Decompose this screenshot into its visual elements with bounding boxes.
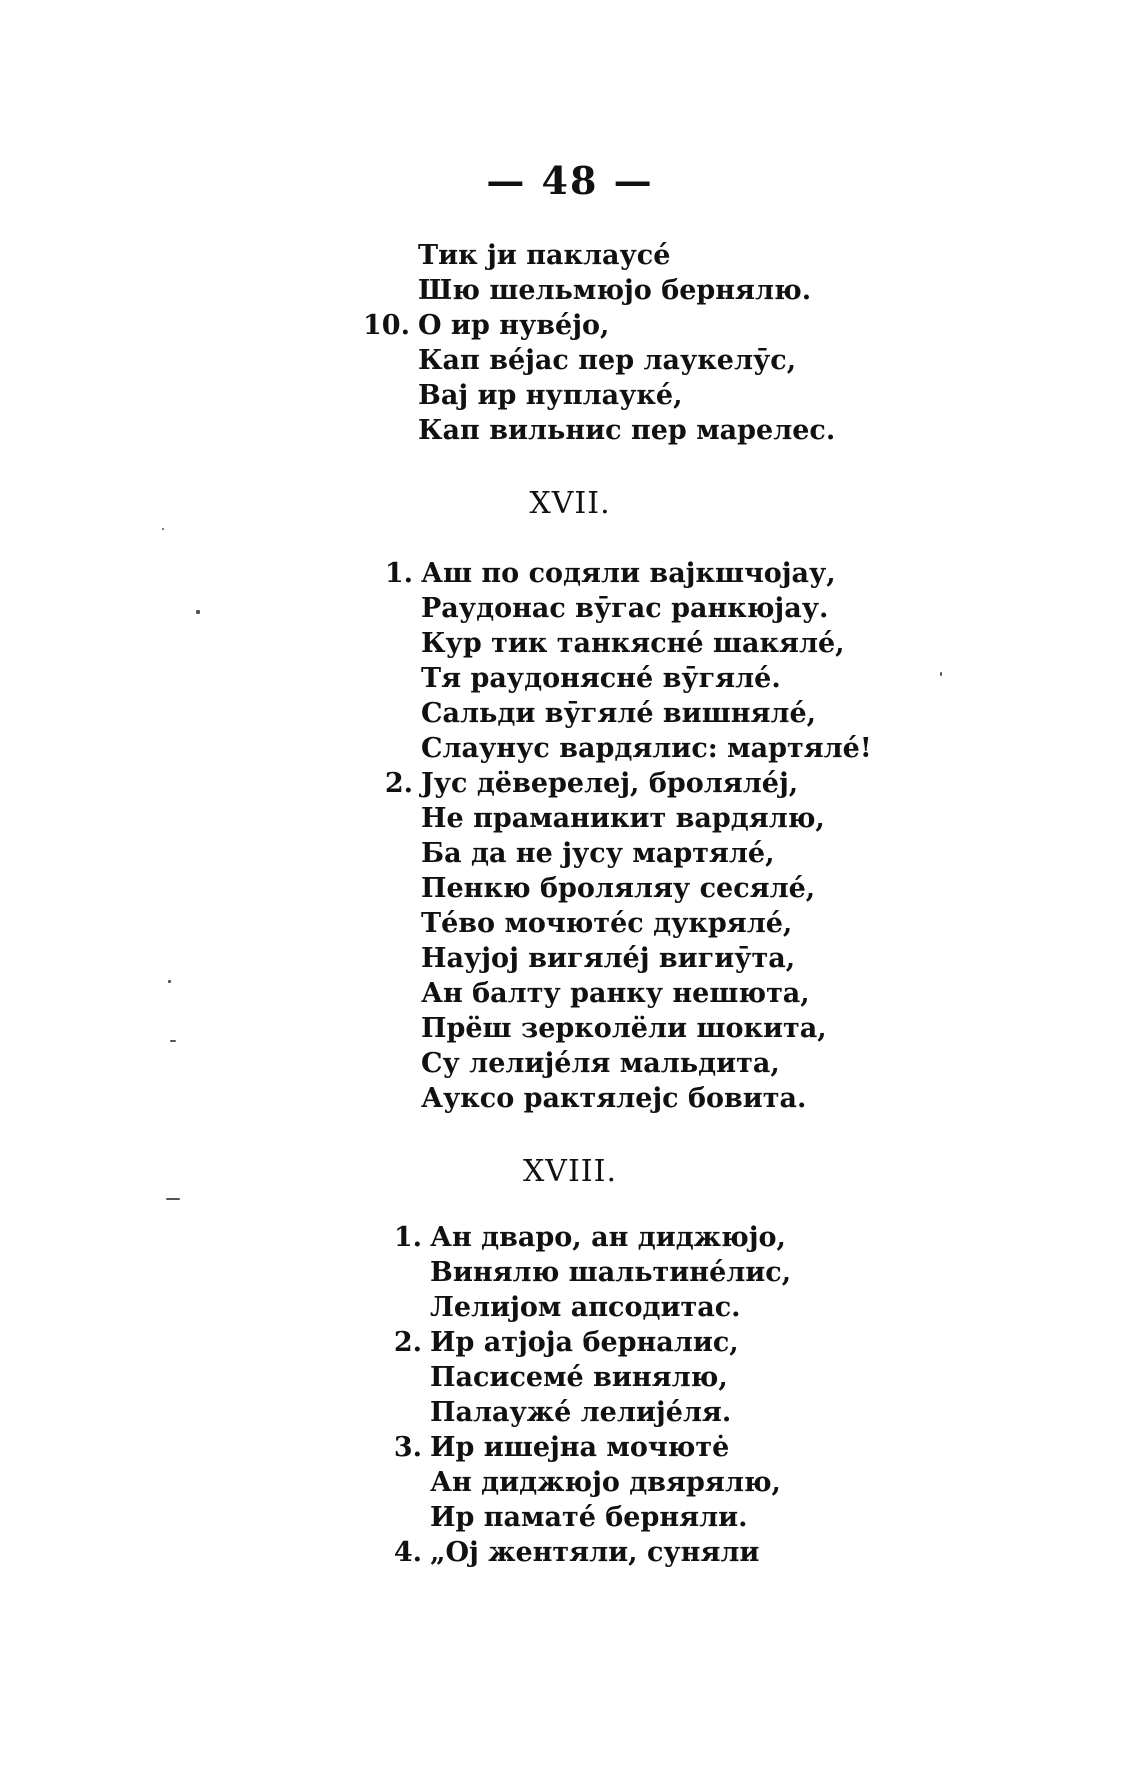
verse-line [421,591,872,626]
verse-number: 10. [363,310,410,341]
verse-text: Те́во мочюте́с дукряле́, [421,908,793,939]
verse-number: 1. [384,558,413,589]
verse-line [393,1430,791,1465]
verse-text: Ан дваро, ан диджюјо, [430,1222,786,1253]
verse-block-top [363,238,836,448]
verse-line [430,1500,791,1535]
verse-text: Винялю шальтине́лис, [430,1257,792,1288]
verse-text: Ир памате́ берняли. [430,1502,748,1533]
verse-number: 2. [384,768,413,799]
verse-text: Јус дёверелеј, броляле́ј, [421,768,799,799]
verse-line [393,1220,791,1255]
verse-text: Вај ир нуплауке́, [418,380,683,411]
scan-speck [196,610,200,614]
verse-line [384,556,872,591]
verse-line [363,308,835,343]
scan-speck [162,528,164,530]
verse-text: Ан балту ранку нешюта, [421,978,810,1009]
verse-block-xvii [384,556,872,1116]
verse-number: 3. [393,1432,422,1463]
section-heading-xviii: XVIII. [522,1154,618,1189]
verse-text: Кап вильнис пер марелес. [418,415,836,446]
verse-text: Тя раудонясне́ вӯгяле́. [421,663,781,694]
scan-speck [166,1198,180,1200]
verse-line [418,378,835,413]
verse-text: Не праманикит вардялю, [421,803,825,834]
verse-line [421,1011,872,1046]
verse-text: Пасисеме́ винялю, [430,1362,728,1393]
verse-text: Лелијом апсодитас. [430,1292,741,1323]
verse-text: „Ој жентяли, суняли [430,1537,760,1568]
verse-line [393,1535,791,1570]
verse-line [421,731,872,766]
verse-line [421,1046,872,1081]
verse-text: О ир нуве́јо, [418,310,610,341]
verse-line [421,836,872,871]
verse-line [421,941,872,976]
verse-text: Раудонас вӯгас ранкюјау. [421,593,829,624]
verse-text: Тик ји паклаусе́ [418,240,671,271]
verse-text: Слаунус вардялис: мартяле́! [421,733,872,764]
verse-text: Пенкю броляляу сесяле́, [421,873,816,904]
verse-number: 4. [393,1537,422,1568]
section-heading-xvii: XVII. [529,486,611,521]
scan-speck [940,672,942,676]
verse-text: Ауксо рактялејс бовита. [421,1083,807,1114]
verse-text: Сальди вӯгяле́ вишняле́, [421,698,817,729]
verse-text: Ир ишејна мочюте̇ [430,1432,730,1463]
verse-text: Ба да не јусу мартяле́, [421,838,775,869]
verse-line [418,413,835,448]
verse-line [418,238,835,273]
verse-line [418,273,835,308]
verse-line [430,1255,791,1290]
page-number: — 48 — [486,158,654,203]
verse-text: Шю шельмюјо бернялю. [418,275,812,306]
verse-line [430,1290,791,1325]
verse-text: Кап ве́јас пер лаукелӯс, [418,345,797,376]
verse-line [384,766,872,801]
verse-text: Ир атјоја берналис, [430,1327,739,1358]
verse-number: 1. [393,1222,422,1253]
verse-line [430,1360,791,1395]
verse-number: 2. [393,1327,422,1358]
scan-speck [168,980,171,983]
verse-block-xviii [393,1220,792,1570]
verse-line [421,906,872,941]
verse-line [421,976,872,1011]
scan-speck [170,1040,176,1042]
verse-line [421,661,872,696]
verse-text: Палауже́ лелије́ля. [430,1397,732,1428]
verse-text: Кур тик танкясне́ шакяле́, [421,628,845,659]
verse-line [421,696,872,731]
verse-line [421,1081,872,1116]
verse-text: Аш по содяли вајкшчојау, [421,558,836,589]
verse-text: Ан диджюјо двярялю, [430,1467,781,1498]
verse-line [430,1395,791,1430]
verse-line [421,871,872,906]
verse-line [421,801,872,836]
verse-line [421,626,872,661]
verse-line [418,343,835,378]
verse-text: Су лелије́ля мальдита, [421,1048,780,1079]
verse-line [430,1465,791,1500]
verse-text: Наујој вигяле́ј вигиӯта, [421,943,796,974]
verse-line [393,1325,791,1360]
verse-text: Прёш зерколёли шокита, [421,1013,827,1044]
